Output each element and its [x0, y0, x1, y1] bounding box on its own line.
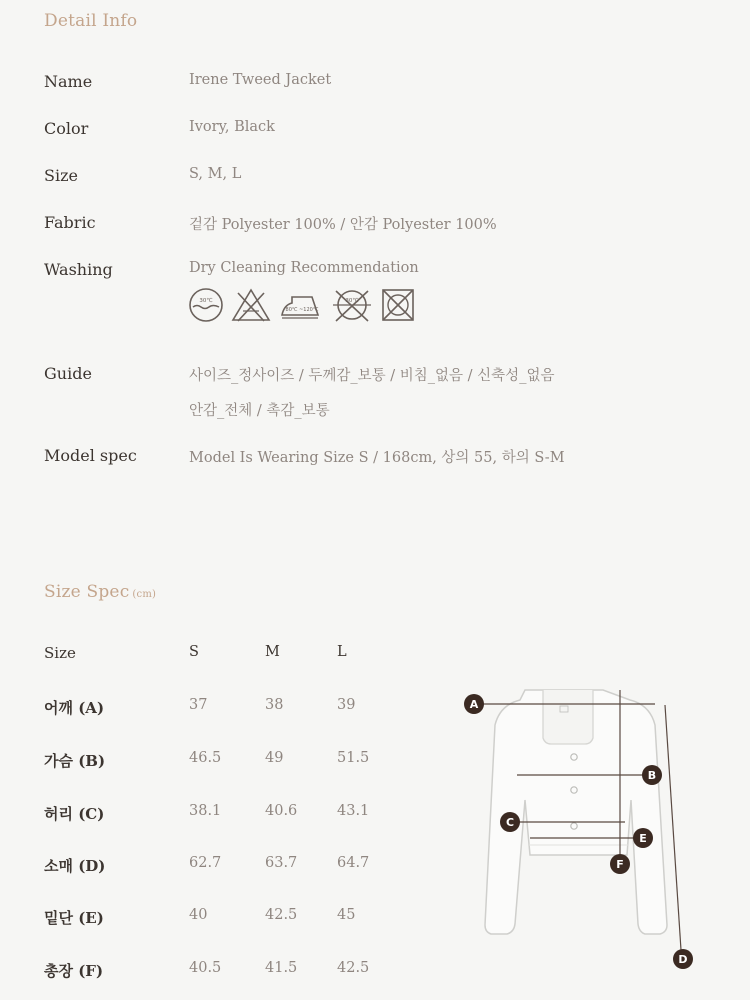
measure-value: 42.5 — [337, 960, 370, 976]
measure-label: 어깨 (A) — [44, 699, 105, 717]
size-spec-unit: (cm) — [132, 589, 157, 600]
measure-value: 40.6 — [265, 803, 298, 819]
tumble-temp: 30℃ — [345, 298, 359, 304]
marker-d-label: D — [678, 953, 688, 966]
marker-a — [464, 694, 484, 714]
measure-value: 39 — [337, 697, 356, 713]
guide-line: 안감_전체 / 촉감_보통 — [189, 403, 330, 419]
no-tumble-dry-icon — [330, 287, 374, 323]
measure-value: 46.5 — [189, 750, 222, 766]
measure-value: 64.7 — [337, 855, 370, 871]
info-value: 겉감 Polyester 100% / 안감 Polyester 100% — [189, 217, 497, 233]
measure-value: 40.5 — [189, 960, 222, 976]
size-col-header: L — [337, 644, 347, 660]
marker-f-label: F — [616, 858, 624, 871]
size-spec-title — [44, 582, 156, 602]
table-row — [44, 697, 404, 727]
measure-label: 소매 (D) — [44, 857, 106, 875]
no-hand-wash-icon — [188, 287, 224, 323]
marker-e-label: E — [639, 832, 647, 845]
marker-c — [500, 812, 520, 832]
info-value: Model Is Wearing Size S / 168cm, 상의 55, 하의 S-M — [189, 450, 565, 466]
jacket-measurement-diagram — [455, 680, 715, 980]
measure-value: 37 — [189, 697, 208, 713]
size-col-header: M — [265, 644, 280, 660]
size-col-header: Size — [44, 644, 76, 662]
measure-label: 허리 (C) — [44, 805, 105, 823]
measure-value: 40 — [189, 907, 208, 923]
detail-info-title: Detail Info — [44, 11, 138, 31]
size-col-header: S — [189, 644, 199, 660]
info-label: Washing — [44, 260, 113, 279]
marker-a-label: A — [469, 698, 479, 711]
info-label: Color — [44, 119, 89, 138]
measure-value: 43.1 — [337, 803, 370, 819]
measure-value: 45 — [337, 907, 356, 923]
hand-wash-temp: 30℃ — [199, 298, 213, 304]
marker-f — [610, 854, 630, 874]
jacket-illustration — [485, 690, 667, 934]
measure-value: 38.1 — [189, 803, 222, 819]
table-row — [44, 855, 404, 885]
measure-label: 총장 (F) — [44, 962, 104, 980]
table-row — [44, 750, 404, 780]
marker-d — [673, 949, 693, 969]
marker-c-label: C — [505, 816, 515, 829]
measure-value: 38 — [265, 697, 284, 713]
guide-text — [189, 364, 554, 420]
iron-low-temp-icon — [278, 287, 324, 323]
marker-b-label: B — [647, 769, 657, 782]
no-machine-dry-icon — [380, 287, 416, 323]
measure-value: 51.5 — [337, 750, 370, 766]
info-label: Guide — [44, 364, 92, 383]
wash-icons — [188, 287, 416, 323]
info-value: Irene Tweed Jacket — [189, 72, 332, 88]
iron-temp: 80℃ ~120℃ — [285, 307, 319, 313]
measure-value: 41.5 — [265, 960, 298, 976]
table-row — [44, 907, 404, 937]
info-label: Model spec — [44, 446, 137, 465]
marker-e — [633, 828, 653, 848]
guide-line: 사이즈_정사이즈 / 두께감_보통 / 비침_없음 / 신축성_없음 — [189, 368, 555, 384]
info-label: Fabric — [44, 213, 96, 232]
measure-value: 63.7 — [265, 855, 298, 871]
size-spec-title-text: Size Spec — [44, 582, 130, 602]
info-value: Ivory, Black — [189, 119, 275, 135]
info-label: Name — [44, 72, 93, 91]
info-value: S, M, L — [189, 166, 242, 182]
table-row — [44, 803, 404, 833]
marker-b — [642, 765, 662, 785]
measure-value: 62.7 — [189, 855, 222, 871]
measure-value: 42.5 — [265, 907, 298, 923]
size-table-header — [44, 644, 404, 674]
table-row — [44, 960, 404, 990]
no-bleach-icon — [230, 287, 272, 323]
measure-label: 가슴 (B) — [44, 752, 106, 770]
measure-value: 49 — [265, 750, 284, 766]
info-label: Size — [44, 166, 78, 185]
measure-label: 밑단 (E) — [44, 909, 104, 927]
info-value: Dry Cleaning Recommendation — [189, 260, 419, 276]
